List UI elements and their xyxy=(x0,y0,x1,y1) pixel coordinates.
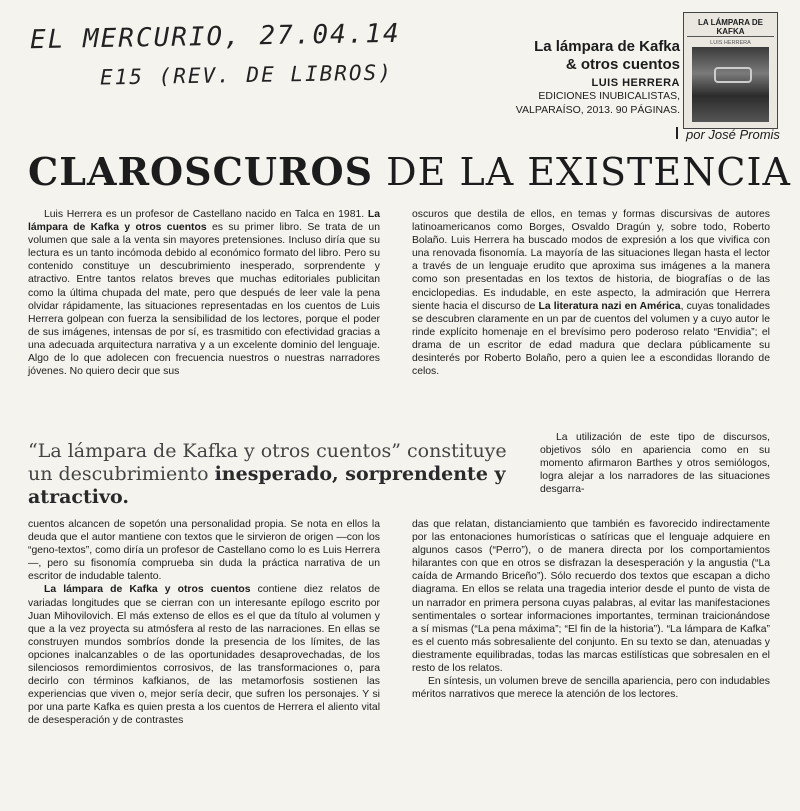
book-info xyxy=(500,38,680,117)
column-2-middle xyxy=(540,431,770,496)
cover-title: LA LÁMPARA DE KAFKA xyxy=(687,18,774,37)
pull-quote xyxy=(28,440,528,509)
book-title-line2: & otros cuentos xyxy=(565,56,680,73)
article-headline xyxy=(28,149,791,194)
handwritten-source-note: EL MERCURIO, 27.04.14 xyxy=(29,18,401,56)
headline-bold: CLAROSCUROS xyxy=(28,149,374,194)
byline: por José Promis xyxy=(686,127,780,142)
paragraph-text: contiene diez relatos de variadas longitudes que se cierran con un interesante epílogo escrito por Juan Mihovilovich. El más extenso de ellos es el que da título al volumen y que a la vez proyecta su atmósfera al resto de las narraciones. En ellas se construyen mundos sombríos donde la presencia de los límites, de las opciones inalcanzables o de las oportunidades desaprovechadas, de los silenciosos remordimientos corrosivos, de las transformaciones o, para decirlo con términos kafkianos, de las metamorfosis sostienen las experiencias que viven o, mejor sería decir, que sufren los personajes. Y si por una parte Kafka es quien presta a los cuentos de Herrera el aliento vital de desesperación y de contrastes xyxy=(28,584,380,727)
paragraph-text: das que relatan, distanciamiento que también es favorecido indirectamente por las entonaciones humorísticas o satíricas que el lenguaje adquiere en algunos casos (“Perro”), o de manera directa por los comportamientos hilarantes con que en otros se disfrazan la desesperación y la angustia (“La caída de Armando Briceño”). Sólo recuerdo dos textos que escapan a dicho diagrama. En ellos se relata una tragedia interior desde el punto de vista de un narrador en primera persona cuyas palabras, al evitar las manifestaciones sentimentales o sortear informaciones importantes, terminan traicionándose a sí mismas (“La pena máxima”; “El fin de la historia”). “La lámpara de Kafka” es el cuento más sobresaliente del conjunto. En su texto se dan, atenuadas y diestramente equilibradas, todas las marcas estilísticas que sobresalen en el resto de los relatos. xyxy=(412,519,770,675)
cover-author: LUIS HERRERA xyxy=(710,40,751,46)
book-place-year: VALPARAÍSO, 2013. 90 PÁGINAS. xyxy=(515,104,680,116)
pull-quote-bold: inesperado, sorprendente y atractivo. xyxy=(28,463,506,508)
referenced-book-bold: La literatura nazi en América xyxy=(538,300,681,312)
book-title-bold: La lámpara de Kafka y otros cuentos xyxy=(44,584,251,596)
byline-rule xyxy=(676,127,678,139)
column-2-top xyxy=(412,208,770,378)
book-author: LUIS HERRERA xyxy=(591,77,680,89)
paragraph-text: oscuros que destila de ellos, en temas y formas discursivas de autores latinoamericanos como Borges, Osvaldo Dragún y, sobre todo, Roberto Bolaño. Luis Herrera ha buscado modos de expresión a los que vivifica con una renovada fisonomía. La mayoría de las situaciones llegan hasta el lector a través de un lenguaje erudito que aproxima sus imágenes a la manera como son presentadas en los textos de historia, de biografías o de las enciclopedias. Es indudable, en este aspecto, la admiración que Herrera siente hacia el discurso de xyxy=(412,209,770,312)
paragraph-text: , cuyas tonalidades se descubren claramente en un par de cuentos del volumen y a cuyo autor le rinde explícito homenaje en el brevísimo pero poderoso relato “Envidia”; el drama de un escritor de edad madura que declara públicamente su desinterés por Roberto Bolaño, pero a quien lee a escondidas llorando de celos. xyxy=(412,300,770,378)
book-title-bold: La lámpara de Kafka y otros cuentos xyxy=(28,209,380,234)
book-publisher: EDICIONES INUBICALISTAS, xyxy=(538,90,680,102)
paragraph-text: La utilización de este tipo de discursos, objetivos sólo en apariencia como en su momento afirmaron Barthes y otros semiólogos, logra alejar a los narradores de las situaciones desgarra- xyxy=(540,432,770,496)
paragraph-text: cuentos alcancen de sopetón una personalidad propia. Se nota en ellos la deuda que el autor mantiene con textos que le sirvieron de origen —con los “geno-textos”, como diría un profesor de Castellano como lo es Luis Herrera—, pero su fisonomía comprueba sin duda la práctica narrativa de un escritor de indudable talento. xyxy=(28,519,380,583)
paragraph-text: Luis Herrera es un profesor de Castellano nacido en Talca en 1981. xyxy=(44,209,365,220)
column-1-top xyxy=(28,208,380,378)
handwritten-section-note: E15 (REV. DE LIBROS) xyxy=(99,60,394,90)
paragraph-text: En síntesis, un volumen breve de sencilla apariencia, pero con indudables méritos narrativos que merece la atención de los lectores. xyxy=(412,676,770,701)
author-portrait-photo xyxy=(692,47,769,122)
headline-rest: DE LA EXISTENCIA xyxy=(386,150,791,194)
book-cover-image xyxy=(683,12,778,129)
column-2-bottom xyxy=(412,518,770,701)
paragraph-text: es su primer libro. Se trata de un volumen que sale a la venta sin mayores pretensiones. Incluso diría que su lectura es un tanto incómoda debido al económico formato del libro. Pero su contenido constituye un descubrimiento inesperado, sorprendente y atractivo. Entre tantos relatos breves que muchas editoriales publicitan como la última chupada del mate, pero que después de leer vale la pena olvidar rápidamente, las situaciones representadas en los cuentos de Luis Herrera golpean con fuerza la sensibilidad de los lectores, porque el poder de sus imágenes, intensas de por sí, es trasmitido con efectividad gracias a una adecuada arquitectura narrativa y a un excelente dominio del lenguaje. Algo de lo que adolecen con frecuencia nuestros o nuestras narradores jóvenes. No quiero decir que sus xyxy=(28,222,380,378)
book-title-line1: La lámpara de Kafka xyxy=(534,38,680,55)
pull-quote-text: “La lámpara de Kafka y otros cuentos” constituye un descubrimiento xyxy=(28,440,507,485)
column-1-bottom xyxy=(28,518,380,728)
